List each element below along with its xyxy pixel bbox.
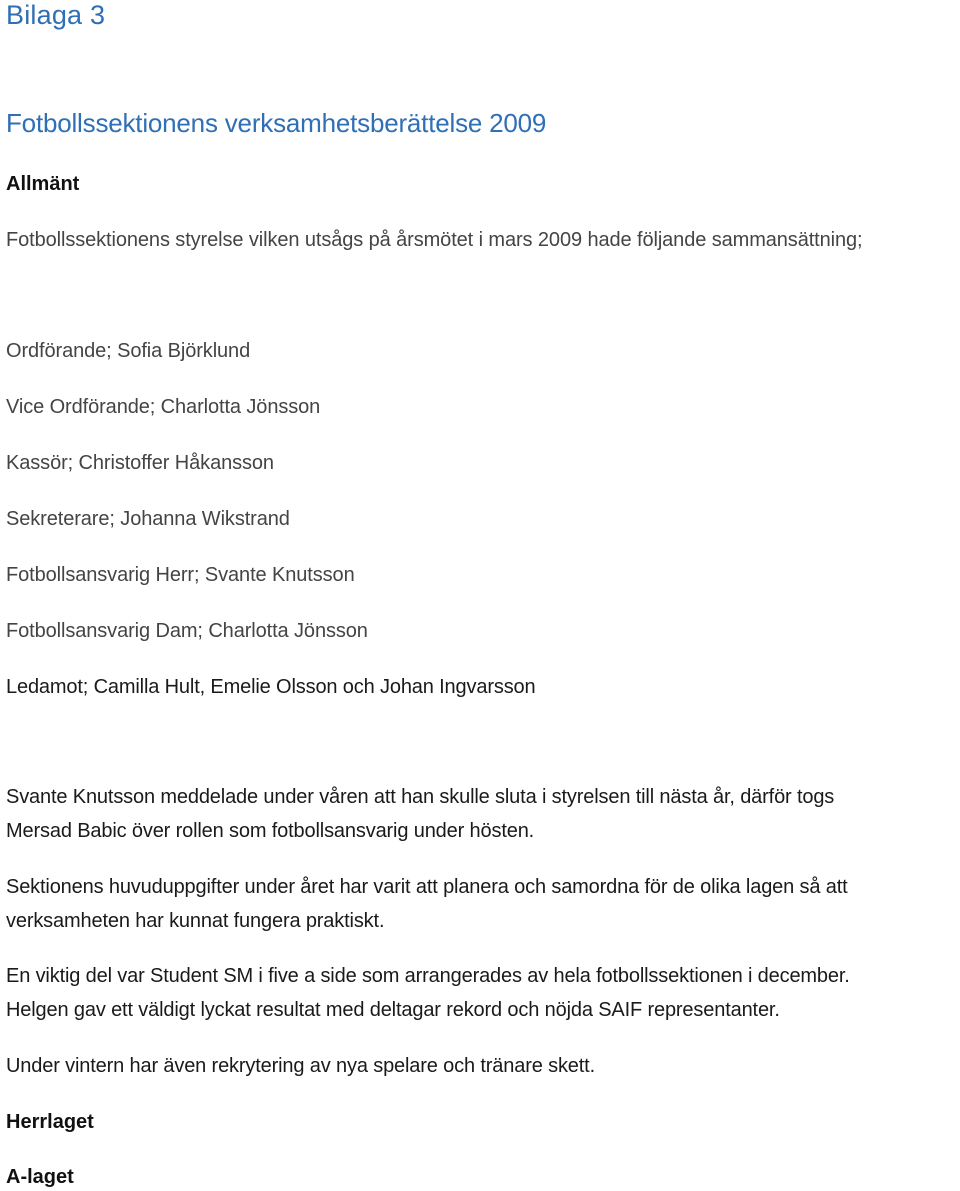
board-member-chair: Ordförande; Sofia Björklund	[6, 340, 251, 362]
appendix-label: Bilaga 3	[6, 0, 106, 30]
intro-text: Fotbollssektionens styrelse vilken utsågs på årsmötet i mars 2009 hade följande sammansättning;	[6, 229, 863, 251]
board-member-members: Ledamot; Camilla Hult, Emelie Olsson och Johan Ingvarsson	[6, 676, 536, 698]
paragraph-4-line-1: Under vintern har även rekrytering av nya spelare och tränare skett.	[6, 1055, 595, 1077]
section-heading-men: Herrlaget	[6, 1111, 94, 1133]
paragraph-1-line-2: Mersad Babic över rollen som fotbollsansvarig under hösten.	[6, 820, 535, 842]
board-member-football-men: Fotbollsansvarig Herr; Svante Knutsson	[6, 564, 355, 586]
document-title: Fotbollssektionens verksamhetsberättelse 2009	[6, 108, 547, 138]
paragraph-2-line-2: verksamheten har kunnat fungera praktiskt.	[6, 910, 385, 932]
paragraph-3-line-2: Helgen gav ett väldigt lyckat resultat med deltagar rekord och nöjda SAIF representanter.	[6, 999, 780, 1021]
board-member-vice-chair: Vice Ordförande; Charlotta Jönsson	[6, 396, 321, 418]
paragraph-2-line-1: Sektionens huvuduppgifter under året har varit att planera och samordna för de olika lagen så att	[6, 876, 848, 898]
section-heading-a-team: A-laget	[6, 1166, 74, 1188]
paragraph-1-line-1: Svante Knutsson meddelade under våren att han skulle sluta i styrelsen till nästa år, därför togs	[6, 786, 835, 808]
section-heading-general: Allmänt	[6, 173, 80, 195]
board-member-secretary: Sekreterare; Johanna Wikstrand	[6, 508, 290, 530]
paragraph-3-line-1: En viktig del var Student SM i five a side som arrangerades av hela fotbollssektionen i december.	[6, 965, 850, 987]
board-member-football-women: Fotbollsansvarig Dam; Charlotta Jönsson	[6, 620, 368, 642]
board-member-treasurer: Kassör; Christoffer Håkansson	[6, 452, 274, 474]
